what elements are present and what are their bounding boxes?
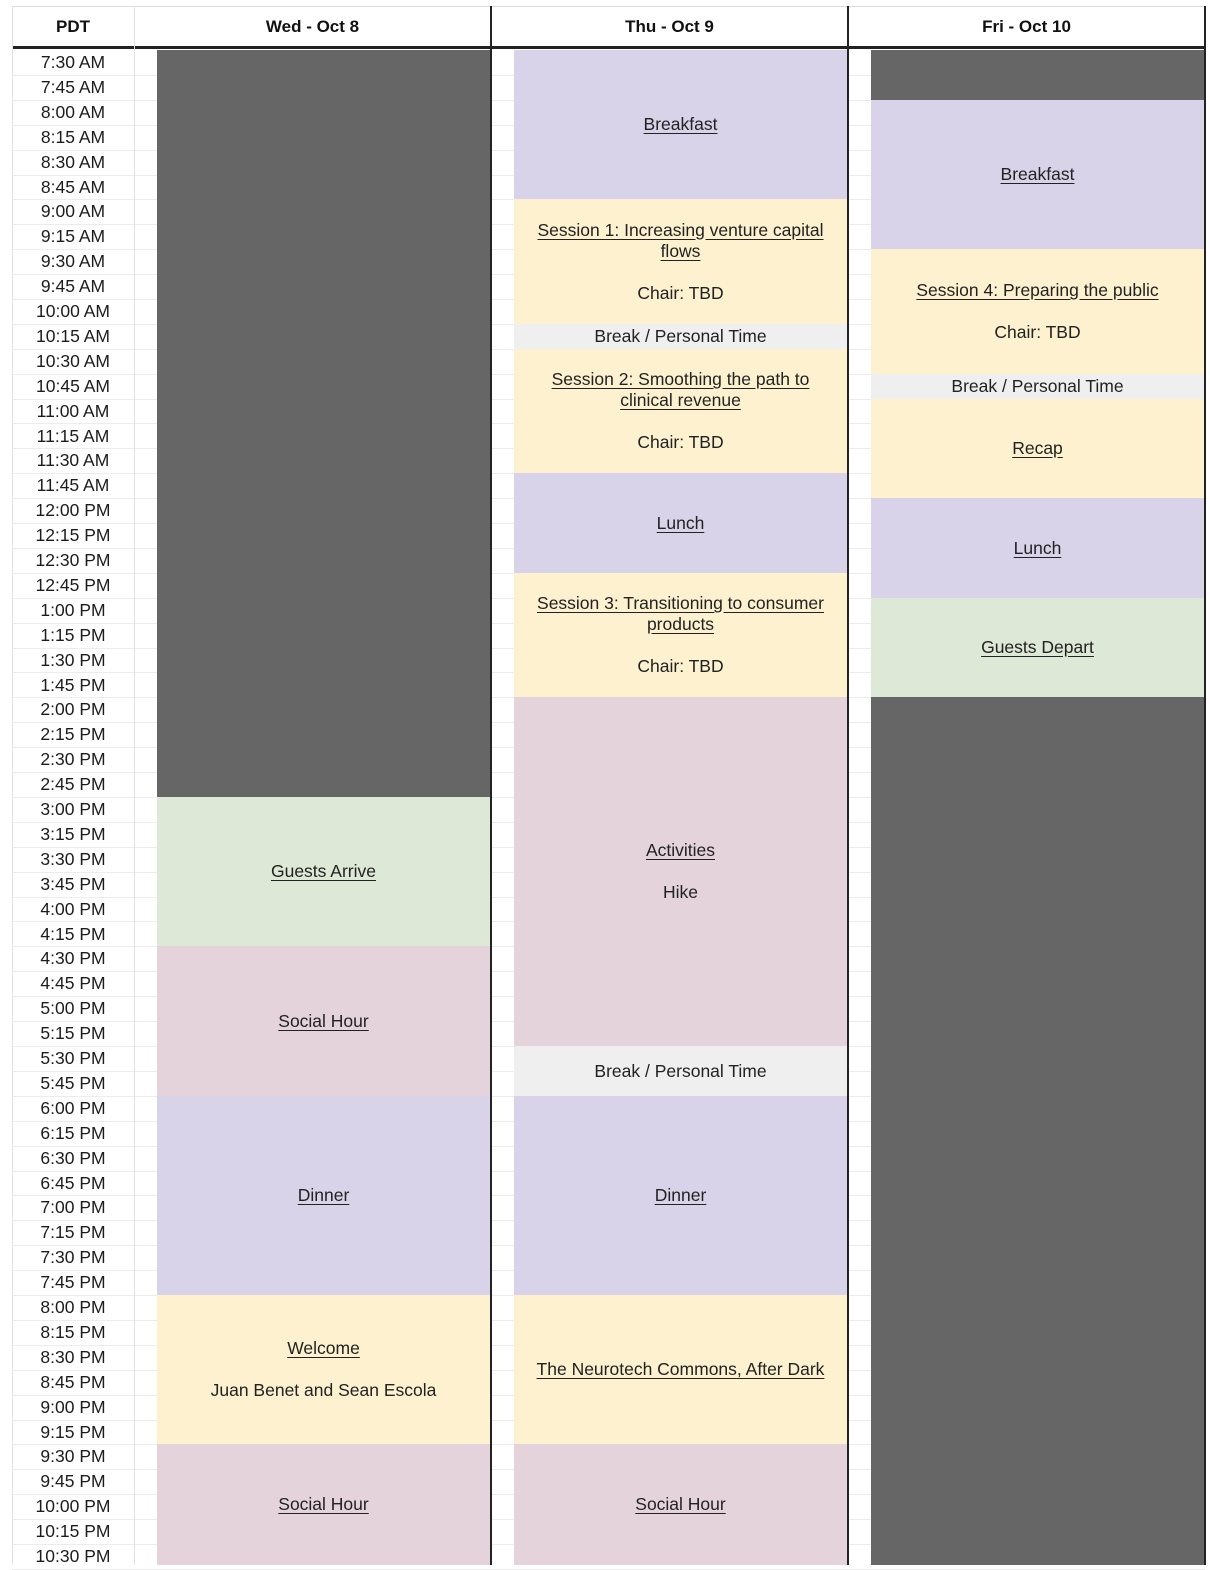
time-slot-label[interactable]: 10:15 PM <box>35 1521 111 1541</box>
time-slot-label[interactable]: 1:00 PM <box>40 600 106 620</box>
time-slot-label[interactable]: 7:45 PM <box>40 1272 106 1292</box>
time-slot-label[interactable]: 11:00 AM <box>36 401 110 421</box>
time-slot-label[interactable]: 12:00 PM <box>35 500 111 520</box>
time-slot-label[interactable]: 9:00 PM <box>40 1397 106 1417</box>
column-divider <box>490 6 492 1565</box>
event-block[interactable] <box>157 1295 490 1444</box>
time-slot-label[interactable]: 8:15 AM <box>40 127 106 147</box>
event-title[interactable]: Social Hour <box>278 1494 369 1514</box>
event-subtitle: Chair: TBD <box>994 322 1081 342</box>
time-slot-label[interactable]: 11:45 AM <box>36 475 110 495</box>
event-title[interactable]: Lunch <box>656 512 705 533</box>
time-slot-label[interactable]: 8:45 PM <box>40 1372 106 1392</box>
time-slot-label[interactable]: 10:45 AM <box>36 376 110 396</box>
time-slot-label[interactable]: 8:00 PM <box>40 1297 106 1317</box>
event-block[interactable] <box>871 399 1204 498</box>
time-slot-label[interactable]: 6:30 PM <box>40 1148 106 1168</box>
event-subtitle: Chair: TBD <box>637 656 724 676</box>
unavailable-block[interactable] <box>871 697 1204 1565</box>
column-divider <box>1204 6 1206 1565</box>
event-block[interactable] <box>514 1096 847 1295</box>
event-title[interactable]: Breakfast <box>1000 164 1075 184</box>
header-time-column[interactable]: PDT <box>12 6 134 47</box>
time-slot-label[interactable]: 9:30 AM <box>40 251 106 271</box>
event-block[interactable] <box>871 100 1204 249</box>
event-title[interactable]: The Neurotech Commons, After Dark <box>536 1359 825 1379</box>
event-subtitle: Chair: TBD <box>637 432 724 452</box>
time-slot-label[interactable]: 8:30 AM <box>40 152 106 172</box>
event-title[interactable]: Social Hour <box>635 1494 726 1514</box>
time-slot-label[interactable]: 9:45 AM <box>40 276 106 296</box>
time-slot-label[interactable]: 4:00 PM <box>40 899 106 919</box>
time-slot-label[interactable]: 12:30 PM <box>35 550 111 570</box>
time-slot-label[interactable]: 10:15 AM <box>36 326 110 346</box>
time-slot-label[interactable]: 1:30 PM <box>40 650 106 670</box>
time-slot-label[interactable]: 7:15 PM <box>40 1222 106 1242</box>
time-slot-label[interactable]: 11:15 AM <box>36 426 110 446</box>
event-block[interactable] <box>871 374 1204 399</box>
time-slot-label[interactable]: 5:30 PM <box>40 1048 106 1068</box>
event-block[interactable] <box>157 1444 490 1565</box>
time-slot-label[interactable]: 3:15 PM <box>40 824 106 844</box>
time-slot-label[interactable]: 10:00 PM <box>35 1496 111 1516</box>
time-slot-label[interactable]: 2:45 PM <box>40 774 106 794</box>
column-divider <box>12 6 13 1565</box>
event-block[interactable] <box>157 1096 490 1295</box>
time-slot-label[interactable]: 3:00 PM <box>40 799 106 819</box>
event-title[interactable]: Session 4: Preparing the public <box>916 280 1159 300</box>
event-title[interactable]: Breakfast <box>643 114 718 134</box>
time-slot-label[interactable]: 5:00 PM <box>40 998 106 1018</box>
time-slot-label[interactable]: 12:15 PM <box>35 525 111 545</box>
time-slot-label[interactable]: 10:00 AM <box>36 301 110 321</box>
event-block[interactable] <box>514 50 847 199</box>
time-slot-label[interactable]: 4:45 PM <box>40 973 106 993</box>
header-day-thu[interactable]: Thu - Oct 9 <box>492 6 847 47</box>
event-block[interactable] <box>157 797 490 946</box>
time-slot-label[interactable]: 8:00 AM <box>40 102 106 122</box>
event-title[interactable]: Break / Personal Time <box>951 376 1124 396</box>
time-slot-label[interactable]: 8:15 PM <box>40 1322 106 1342</box>
event-block[interactable] <box>871 598 1204 697</box>
time-slot-label[interactable]: 1:45 PM <box>40 675 106 695</box>
time-slot-label[interactable]: 4:15 PM <box>40 924 106 944</box>
header-divider <box>12 46 1205 49</box>
column-divider <box>134 6 135 1565</box>
event-title[interactable]: Lunch <box>1013 537 1062 558</box>
event-title[interactable]: Guests Depart <box>981 637 1094 657</box>
time-slot-label[interactable]: 2:00 PM <box>40 699 106 719</box>
event-title[interactable]: Break / Personal Time <box>594 326 767 346</box>
time-slot-label[interactable]: 2:15 PM <box>40 724 106 744</box>
event-title[interactable]: Dinner <box>297 1185 350 1205</box>
event-block[interactable] <box>157 946 490 1096</box>
time-slot-label[interactable]: 8:45 AM <box>40 177 106 197</box>
event-title[interactable]: Session 3: Transitioning to consumer products <box>537 593 824 634</box>
event-block[interactable] <box>514 697 847 1046</box>
time-slot-label[interactable]: 6:00 PM <box>40 1098 106 1118</box>
event-subtitle: Hike <box>662 882 698 902</box>
event-block[interactable] <box>871 498 1204 598</box>
event-block[interactable] <box>514 349 847 473</box>
time-slot-label[interactable]: 3:30 PM <box>40 849 106 869</box>
time-slot-label[interactable]: 10:30 AM <box>36 351 110 371</box>
header-day-wed[interactable]: Wed - Oct 8 <box>135 6 490 47</box>
event-title[interactable]: Session 2: Smoothing the path to clinical revenue <box>551 369 810 410</box>
event-block[interactable] <box>871 249 1204 374</box>
time-slot-label[interactable]: 1:15 PM <box>40 625 106 645</box>
event-block[interactable] <box>514 473 847 573</box>
column-divider <box>847 6 849 1565</box>
time-slot-label[interactable]: 9:30 PM <box>40 1446 106 1466</box>
event-block[interactable] <box>514 573 847 697</box>
event-block[interactable] <box>514 1444 847 1565</box>
time-slot-label[interactable]: 7:30 AM <box>40 52 106 72</box>
event-block[interactable] <box>514 1295 847 1444</box>
time-slot-label[interactable]: 9:45 PM <box>40 1471 106 1491</box>
event-title[interactable]: Break / Personal Time <box>594 1060 767 1081</box>
time-slot-label[interactable]: 9:15 AM <box>40 226 106 246</box>
time-slot-label[interactable]: 2:30 PM <box>40 749 106 769</box>
unavailable-block[interactable] <box>157 50 490 797</box>
time-slot-label[interactable]: 12:45 PM <box>35 575 111 595</box>
time-slot-label[interactable]: 7:30 PM <box>40 1247 106 1267</box>
time-slot-label[interactable]: 7:45 AM <box>40 77 106 97</box>
event-subtitle: Chair: TBD <box>637 282 724 303</box>
event-title[interactable]: Welcome <box>287 1338 360 1358</box>
event-title[interactable]: Guests Arrive <box>270 861 377 881</box>
time-slot-label[interactable]: 6:15 PM <box>40 1123 106 1143</box>
time-slot-label[interactable]: 11:30 AM <box>36 450 110 470</box>
time-slot-label[interactable]: 10:30 PM <box>35 1546 111 1566</box>
time-slot-label[interactable]: 8:30 PM <box>40 1347 106 1367</box>
time-slot-label[interactable]: 5:15 PM <box>40 1023 106 1043</box>
event-title[interactable]: Social Hour <box>278 1010 369 1031</box>
event-title[interactable]: Recap <box>1012 438 1063 458</box>
header-day-fri[interactable]: Fri - Oct 10 <box>849 6 1204 47</box>
time-slot-label[interactable]: 9:15 PM <box>40 1422 106 1442</box>
event-title[interactable]: Session 1: Increasing venture capital flows <box>537 219 824 261</box>
time-slot-label[interactable]: 3:45 PM <box>40 874 106 894</box>
event-block[interactable] <box>514 199 847 324</box>
event-block[interactable] <box>514 324 847 349</box>
unavailable-block[interactable] <box>871 50 1204 100</box>
time-slot-label[interactable]: 5:45 PM <box>40 1073 106 1093</box>
time-slot-label[interactable]: 9:00 AM <box>40 201 106 221</box>
event-subtitle: Juan Benet and Sean Escola <box>210 1380 437 1400</box>
time-slot-label[interactable]: 7:00 PM <box>40 1197 106 1217</box>
event-title[interactable]: Activities <box>645 840 716 860</box>
time-slot-label[interactable]: 4:30 PM <box>40 948 106 968</box>
event-block[interactable] <box>514 1046 847 1096</box>
time-slot-label[interactable]: 6:45 PM <box>40 1173 106 1193</box>
event-title[interactable]: Dinner <box>654 1185 707 1205</box>
